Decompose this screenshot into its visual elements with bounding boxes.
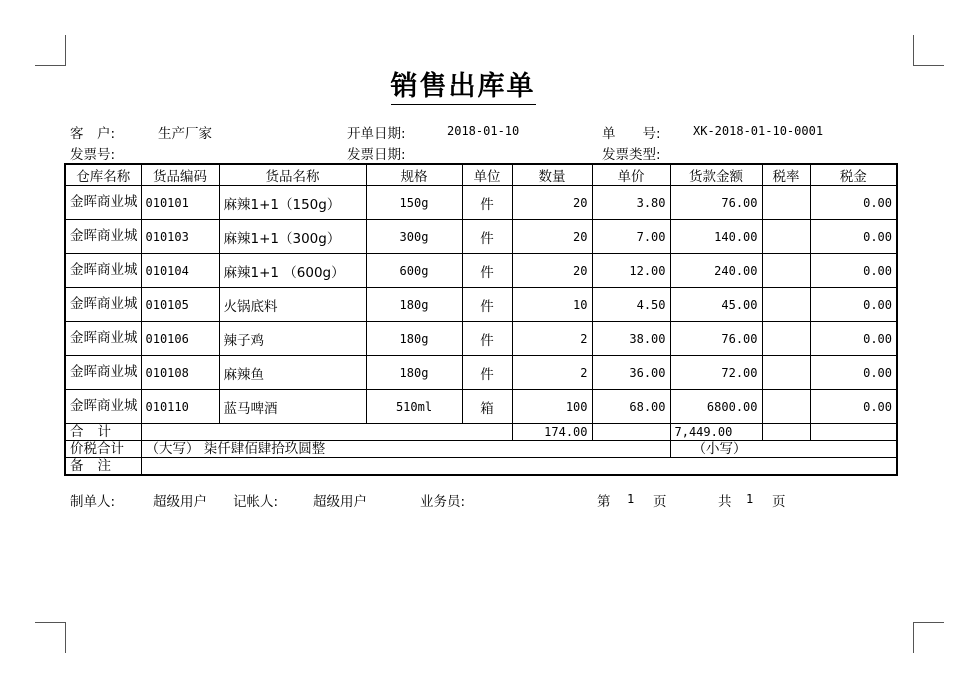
col-header-warehouse: 仓库名称 — [65, 164, 141, 186]
cell-name: 火锅底料 — [219, 288, 366, 322]
cell-tax: 0.00 — [810, 186, 897, 220]
col-header-unit: 单位 — [462, 164, 512, 186]
cell-spec: 510ml — [366, 390, 462, 424]
bookkeeper-label: 记帐人: — [233, 494, 279, 510]
total-tax-blank — [810, 424, 897, 441]
cell-spec: 180g — [366, 322, 462, 356]
col-header-amount: 货款金额 — [670, 164, 762, 186]
document-title: 销售出库单 — [0, 64, 926, 103]
table-row — [65, 322, 897, 356]
col-header-qty: 数量 — [512, 164, 592, 186]
page-suffix: 页 — [653, 494, 667, 510]
cell-amount: 140.00 — [670, 220, 762, 254]
cell-unit: 件 — [462, 288, 512, 322]
col-header-rate: 税率 — [762, 164, 810, 186]
cell-warehouse: 金晖商业城 — [65, 186, 141, 220]
cell-warehouse: 金晖商业城 — [65, 390, 141, 424]
cell-unit: 件 — [462, 322, 512, 356]
cell-tax: 0.00 — [810, 254, 897, 288]
cell-code: 010101 — [141, 186, 219, 220]
docno-value: XK-2018-01-10-0001 — [693, 124, 824, 138]
uppercase-label: （大写） — [145, 441, 200, 457]
cell-tax: 0.00 — [810, 288, 897, 322]
cell-price: 68.00 — [592, 390, 670, 424]
cell-amount: 45.00 — [670, 288, 762, 322]
total-blank — [141, 424, 512, 441]
salesman-label: 业务员: — [420, 494, 466, 510]
cell-price: 12.00 — [592, 254, 670, 288]
cell-warehouse: 金晖商业城 — [65, 322, 141, 356]
cell-warehouse: 金晖商业城 — [65, 254, 141, 288]
remark-value — [141, 458, 897, 476]
cell-amount: 76.00 — [670, 322, 762, 356]
cell-price: 36.00 — [592, 356, 670, 390]
invoice-type-label: 发票类型: — [602, 147, 661, 163]
cell-spec: 180g — [366, 356, 462, 390]
items-table — [64, 163, 898, 476]
total-pages: 1 — [746, 492, 754, 506]
cell-unit: 件 — [462, 356, 512, 390]
invoice-date-label: 发票日期: — [347, 147, 406, 163]
cell-name: 麻辣1+1（300g） — [219, 220, 366, 254]
lowercase-label: （小写） — [692, 441, 747, 457]
cell-amount: 72.00 — [670, 356, 762, 390]
maker-label: 制单人: — [70, 494, 116, 510]
total-prefix: 共 — [718, 494, 732, 510]
cell-code: 010108 — [141, 356, 219, 390]
table-row — [65, 356, 897, 390]
total-qty: 174.00 — [512, 424, 592, 441]
cell-warehouse: 金晖商业城 — [65, 288, 141, 322]
crop-mark-bottom-left — [35, 622, 66, 653]
table-row — [65, 254, 897, 288]
cell-warehouse: 金晖商业城 — [65, 220, 141, 254]
cell-price: 3.80 — [592, 186, 670, 220]
cell-code: 010106 — [141, 322, 219, 356]
cell-tax: 0.00 — [810, 356, 897, 390]
col-header-price: 单价 — [592, 164, 670, 186]
customer-label: 客 户: — [70, 126, 116, 142]
cell-amount: 6800.00 — [670, 390, 762, 424]
cell-rate — [762, 186, 810, 220]
cell-tax: 0.00 — [810, 322, 897, 356]
date-value: 2018-01-10 — [447, 124, 520, 138]
cell-price: 4.50 — [592, 288, 670, 322]
total-suffix: 页 — [772, 494, 786, 510]
table-row — [65, 390, 897, 424]
cell-warehouse: 金晖商业城 — [65, 356, 141, 390]
cell-tax: 0.00 — [810, 220, 897, 254]
remark-label: 备注 — [65, 458, 141, 476]
cell-rate — [762, 220, 810, 254]
cell-price: 7.00 — [592, 220, 670, 254]
col-header-name: 货品名称 — [219, 164, 366, 186]
cell-rate — [762, 254, 810, 288]
cell-name: 辣子鸡 — [219, 322, 366, 356]
crop-mark-bottom-right — [913, 622, 944, 653]
total-rate-blank — [762, 424, 810, 441]
uppercase-value: 柒仟肆佰肆拾玖圆整 — [203, 441, 326, 457]
cell-name: 麻辣鱼 — [219, 356, 366, 390]
table-row — [65, 220, 897, 254]
cell-unit: 箱 — [462, 390, 512, 424]
customer-value: 生产厂家 — [158, 126, 212, 142]
cell-qty: 20 — [512, 254, 592, 288]
cell-rate — [762, 322, 810, 356]
cell-rate — [762, 356, 810, 390]
remark-row — [65, 458, 897, 476]
cell-rate — [762, 390, 810, 424]
cell-rate — [762, 288, 810, 322]
cell-amount: 240.00 — [670, 254, 762, 288]
maker-value: 超级用户 — [153, 494, 207, 510]
col-header-tax: 税金 — [810, 164, 897, 186]
total-price-blank — [592, 424, 670, 441]
col-header-spec: 规格 — [366, 164, 462, 186]
cell-unit: 件 — [462, 186, 512, 220]
table-row — [65, 288, 897, 322]
cell-spec: 300g — [366, 220, 462, 254]
cell-name: 麻辣1+1 （600g） — [219, 254, 366, 288]
date-label: 开单日期: — [347, 126, 406, 142]
cell-code: 010105 — [141, 288, 219, 322]
cell-qty: 100 — [512, 390, 592, 424]
lowercase-cell — [670, 441, 897, 458]
cell-name: 麻辣1+1（150g） — [219, 186, 366, 220]
cell-code: 010103 — [141, 220, 219, 254]
cell-spec: 150g — [366, 186, 462, 220]
cell-qty: 10 — [512, 288, 592, 322]
cell-unit: 件 — [462, 254, 512, 288]
tax-total-row — [65, 441, 897, 458]
cell-unit: 件 — [462, 220, 512, 254]
page-number: 1 — [627, 492, 635, 506]
crop-mark-top-right — [913, 35, 944, 66]
uppercase-cell — [141, 441, 670, 458]
cell-amount: 76.00 — [670, 186, 762, 220]
table-header-row — [65, 164, 897, 186]
tax-total-label: 价税合计 — [65, 441, 141, 458]
docno-label: 单 号: — [602, 126, 661, 142]
cell-code: 010110 — [141, 390, 219, 424]
table-row — [65, 186, 897, 220]
cell-code: 010104 — [141, 254, 219, 288]
cell-spec: 180g — [366, 288, 462, 322]
cell-spec: 600g — [366, 254, 462, 288]
cell-qty: 2 — [512, 356, 592, 390]
cell-qty: 20 — [512, 220, 592, 254]
total-amount: 7,449.00 — [670, 424, 762, 441]
cell-tax: 0.00 — [810, 390, 897, 424]
bookkeeper-value: 超级用户 — [313, 494, 367, 510]
invoice-no-label: 发票号: — [70, 147, 116, 163]
col-header-code: 货品编码 — [141, 164, 219, 186]
cell-price: 38.00 — [592, 322, 670, 356]
total-row — [65, 424, 897, 441]
cell-qty: 20 — [512, 186, 592, 220]
page-prefix: 第 — [597, 494, 611, 510]
crop-mark-top-left — [35, 35, 66, 66]
cell-qty: 2 — [512, 322, 592, 356]
cell-name: 蓝马啤酒 — [219, 390, 366, 424]
total-label: 合计 — [65, 424, 141, 441]
